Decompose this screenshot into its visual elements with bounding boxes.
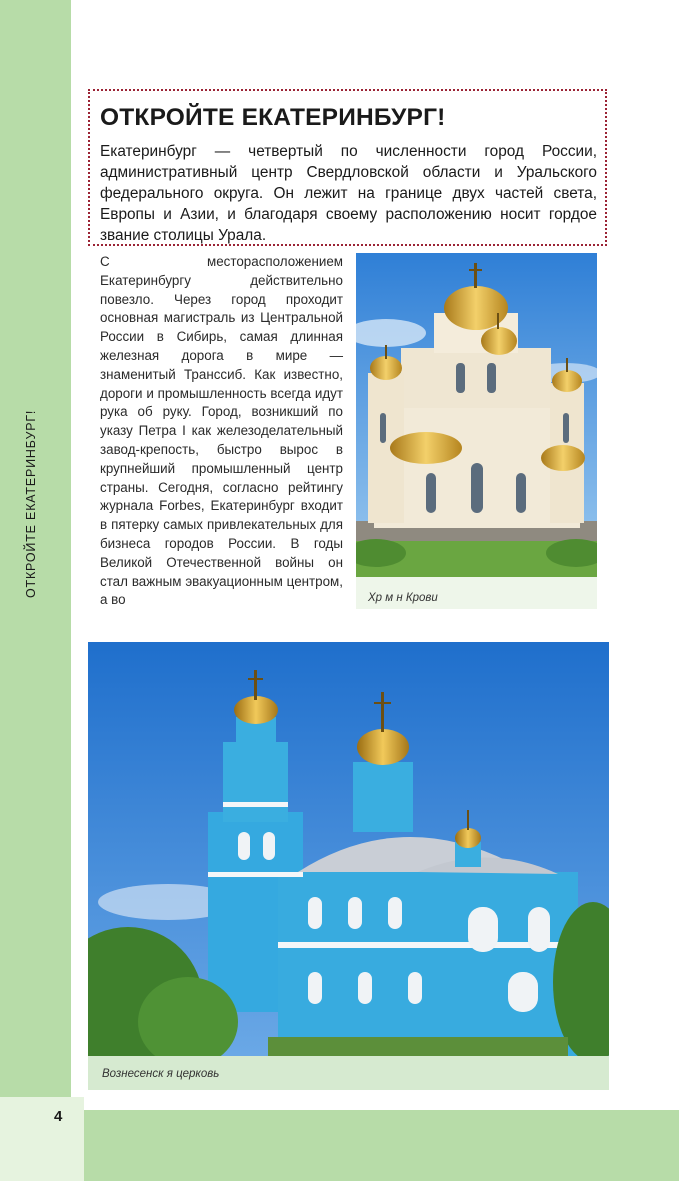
cathedral-caption-box (356, 577, 597, 609)
footer-band (84, 1110, 679, 1181)
church-caption-box (88, 1056, 609, 1090)
church-caption: Вознесенск я церковь (102, 1068, 220, 1080)
church-photo (88, 642, 609, 1056)
section-label: ОТКРОЙТЕ ЕКАТЕРИНБУРГ! (24, 409, 38, 598)
body-paragraph: С месторасположением Екатеринбургу действительно повезло. Через город проходит основная магистраль из Центральной России в Сибирь, самая длинная железная дорога в мире — знаменитый Транссиб. Как известно, дороги и промышленность всегда идут рука об руку. Город, возникший по указу Петра I как железоделательный завод-крепость, быстро вырос в крупнейший промышленный центр страны. Сегодня, согласно рейтингу журнала Forbes, Екатеринбург входит в пятерку самых привлекательных для бизнеса городов России. В годы Великой Отечественной войны он стал важным эвакуационным центром, а во (100, 254, 343, 608)
lead-paragraph: Екатеринбург — четвертый по численности город России, административный центр Свердловской области и Уральского федерального округа. Он лежит на границе двух частей света, Европы и Азии, и благодаря своему расположению носит гордое звание столицы Урала. (100, 143, 597, 245)
page-number-box (0, 1097, 84, 1181)
page-title: ОТКРОЙТЕ ЕКАТЕРИНБУРГ! (100, 104, 446, 131)
cathedral-photo (356, 253, 597, 577)
cathedral-caption: Хр м н Крови (368, 592, 438, 604)
page-number: 4 (54, 1108, 63, 1125)
